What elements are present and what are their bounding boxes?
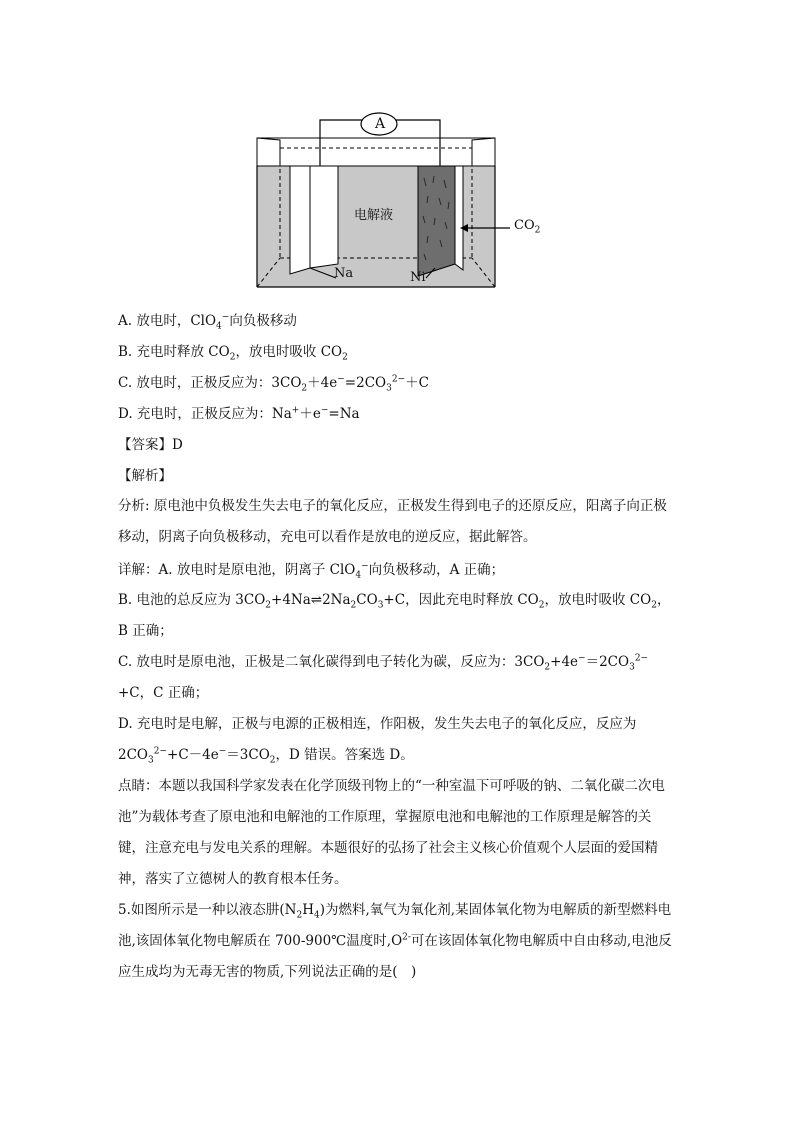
detail-c: C. 放电时是原电池，正极是二氧化碳得到电子转化为碳，反应为：$3CO_2+4e^-=2CO_3^{2-}+C$，C 正确； — [118, 653, 649, 701]
analysis-paragraph: 分析: 原电池中负极发生失去电子的氧化反应，正极发生得到电子的还原反应，阳离子向正极移动，阴离子向负极移动，充电可以看作是放电的逆反应，据此解答。 — [118, 498, 667, 545]
question-5: 5.如图所示是一种以液态肼$(N_2H_4)$为燃料,氧气为氧化剂,某固体氧化物为电解质的新型燃料电池,该固体氧化物电解质在 700-900℃温度时$,O^{2-}$可在该固体氧化物电解质中自由移动,电池反应生成均为无毒无害的物质,下列说法正确的是( ) — [118, 902, 672, 980]
na-electrode — [290, 166, 310, 274]
option-b: B. 充电时释放 $CO_2$，放电时吸收 $CO_2$ — [118, 344, 348, 363]
key-points: 点睛：本题以我国科学家发表在化学顶级刊物上的“一种室温下可呼吸的钠、二氧化碳二次电池”为载体考查了原电池和电解池的工作原理，掌握原电池和电解池的工作原理是解答的关键，注意充电与发电关系的理解。本题很好的弘扬了社会主义核心价值观个人层面的爱国精神，落实了立德树人的教育根本任务。 — [118, 778, 665, 887]
ammeter-label: A — [374, 116, 386, 132]
answer: 【答案】D — [118, 437, 183, 453]
battery-diagram-svg — [250, 108, 550, 293]
option-a: A. 放电时，ClO$_4$−向负极移动 — [118, 312, 297, 332]
option-d: D. 充电时，正极反应为：Na+＋e−=Na — [118, 405, 360, 422]
detail-b: B. 电池的总反应为 $3CO_2+4Na\rightleftharpoons 2Na_2CO_3+C$，因此充电时释放 $CO_2$，放电时吸收 $CO_2$，B 正确； — [118, 592, 671, 639]
electrolyte-label: 电解液 — [354, 208, 394, 223]
co2-label: $CO_2$ — [514, 218, 541, 236]
na-label: Na — [334, 266, 354, 281]
ni-label: Ni — [410, 270, 426, 285]
analysis-header: 【解析】 — [118, 468, 172, 484]
detail-d: D. 充电时是电解，正极与电源的正极相连，作阳极，发生失去电子的氧化反应，反应为 $2CO_3^{2-}+C-4e^-=3CO_2$，D 错误。答案选 D。 — [118, 716, 637, 766]
option-c: C. 放电时，正极反应为：$3CO_2+4e^-=2CO_3^{2-}+C$ — [118, 374, 429, 394]
container-rim — [257, 138, 495, 166]
battery-diagram — [250, 108, 550, 293]
ni-electrode — [418, 166, 455, 276]
detail-a: 详解：A. 放电时是原电池，阴离子 ClO$_4$−向负极移动，A 正确； — [118, 561, 505, 581]
